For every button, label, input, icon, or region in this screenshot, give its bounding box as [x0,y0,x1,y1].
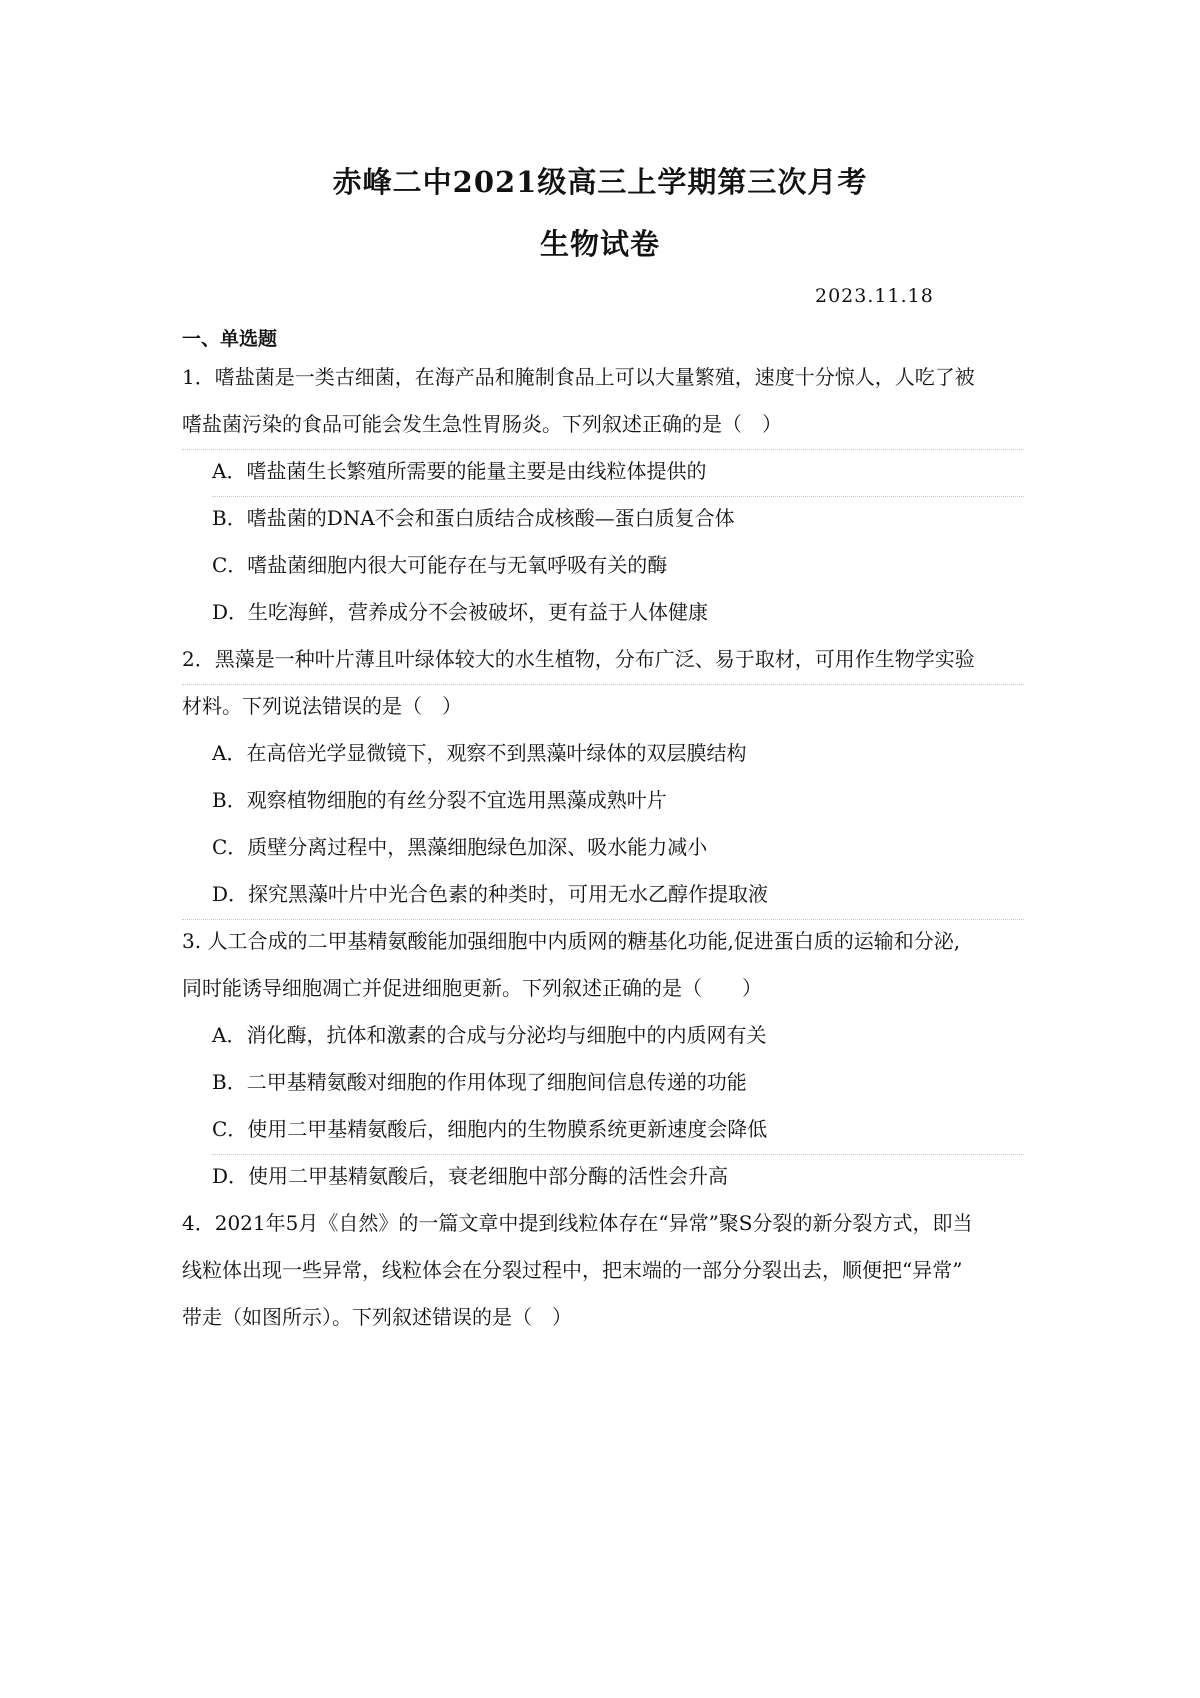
question-3-option-c: C．使用二甲基精氨酸后，细胞内的生物膜系统更新速度会降低 [212,1117,768,1141]
question-3-stem-line-2: 同时能诱导细胞凋亡并促进细胞更新。下列叙述正确的是（ ） [182,976,762,1000]
dotted-rule [182,449,1024,450]
exam-subtitle: 生物试卷 [539,227,660,261]
question-4-stem-line-2: 线粒体出现一些异常，线粒体会在分裂过程中，把末端的一部分分裂出去，顺便把“异常” [182,1258,963,1282]
question-3-option-a: A．消化酶，抗体和激素的合成与分泌均与细胞中的内质网有关 [212,1023,767,1047]
question-2-option-b: B．观察植物细胞的有丝分裂不宜选用黑藻成熟叶片 [212,788,667,812]
dotted-rule [182,684,1024,685]
exam-title: 赤峰二中2021级高三上学期第三次月考 [332,165,868,199]
question-2-stem-line-2: 材料。下列说法错误的是（ ） [182,694,462,718]
question-1-stem-line-2: 嗜盐菌污染的食品可能会发生急性胃肠炎。下列叙述正确的是（ ） [182,412,782,436]
dotted-rule [182,919,1024,920]
question-2-option-d: D．探究黑藻叶片中光合色素的种类时，可用无水乙醇作提取液 [212,882,769,906]
dotted-rule [212,1154,1024,1155]
question-2-option-a: A．在高倍光学显微镜下，观察不到黑藻叶绿体的双层膜结构 [212,741,747,765]
question-3-stem-line-1: 3. 人工合成的二甲基精氨酸能加强细胞中内质网的糖基化功能,促进蛋白质的运输和分泌, [182,929,961,953]
dotted-rule [212,496,1024,497]
question-4-stem-line-1: 4．2021年5月《自然》的一篇文章中提到线粒体存在“异常”聚S分裂的新分裂方式，即当 [182,1211,973,1235]
question-1-option-b: B．嗜盐菌的DNA不会和蛋白质结合成核酸—蛋白质复合体 [212,506,735,530]
question-2-option-c: C．质壁分离过程中，黑藻细胞绿色加深、吸水能力减小 [212,835,708,859]
section-heading: 一、单选题 [182,328,278,350]
question-1-option-d: D．生吃海鲜，营养成分不会被破坏，更有益于人体健康 [212,600,709,624]
question-1-option-a: A．嗜盐菌生长繁殖所需要的能量主要是由线粒体提供的 [212,459,707,483]
question-2-stem-line-1: 2．黑藻是一种叶片薄且叶绿体较大的水生植物，分布广泛、易于取材，可用作生物学实验 [182,647,975,671]
question-3-option-b: B．二甲基精氨酸对细胞的作用体现了细胞间信息传递的功能 [212,1070,747,1094]
question-4-stem-line-3: 带走（如图所示）。下列叙述错误的是（ ） [182,1305,572,1329]
question-1-option-c: C．嗜盐菌细胞内很大可能存在与无氧呼吸有关的酶 [212,553,668,577]
question-3-option-d: D．使用二甲基精氨酸后，衰老细胞中部分酶的活性会升高 [212,1164,729,1188]
question-1-stem-line-1: 1．嗜盐菌是一类古细菌，在海产品和腌制食品上可以大量繁殖，速度十分惊人，人吃了被 [182,365,975,389]
exam-date: 2023.11.18 [815,285,934,307]
